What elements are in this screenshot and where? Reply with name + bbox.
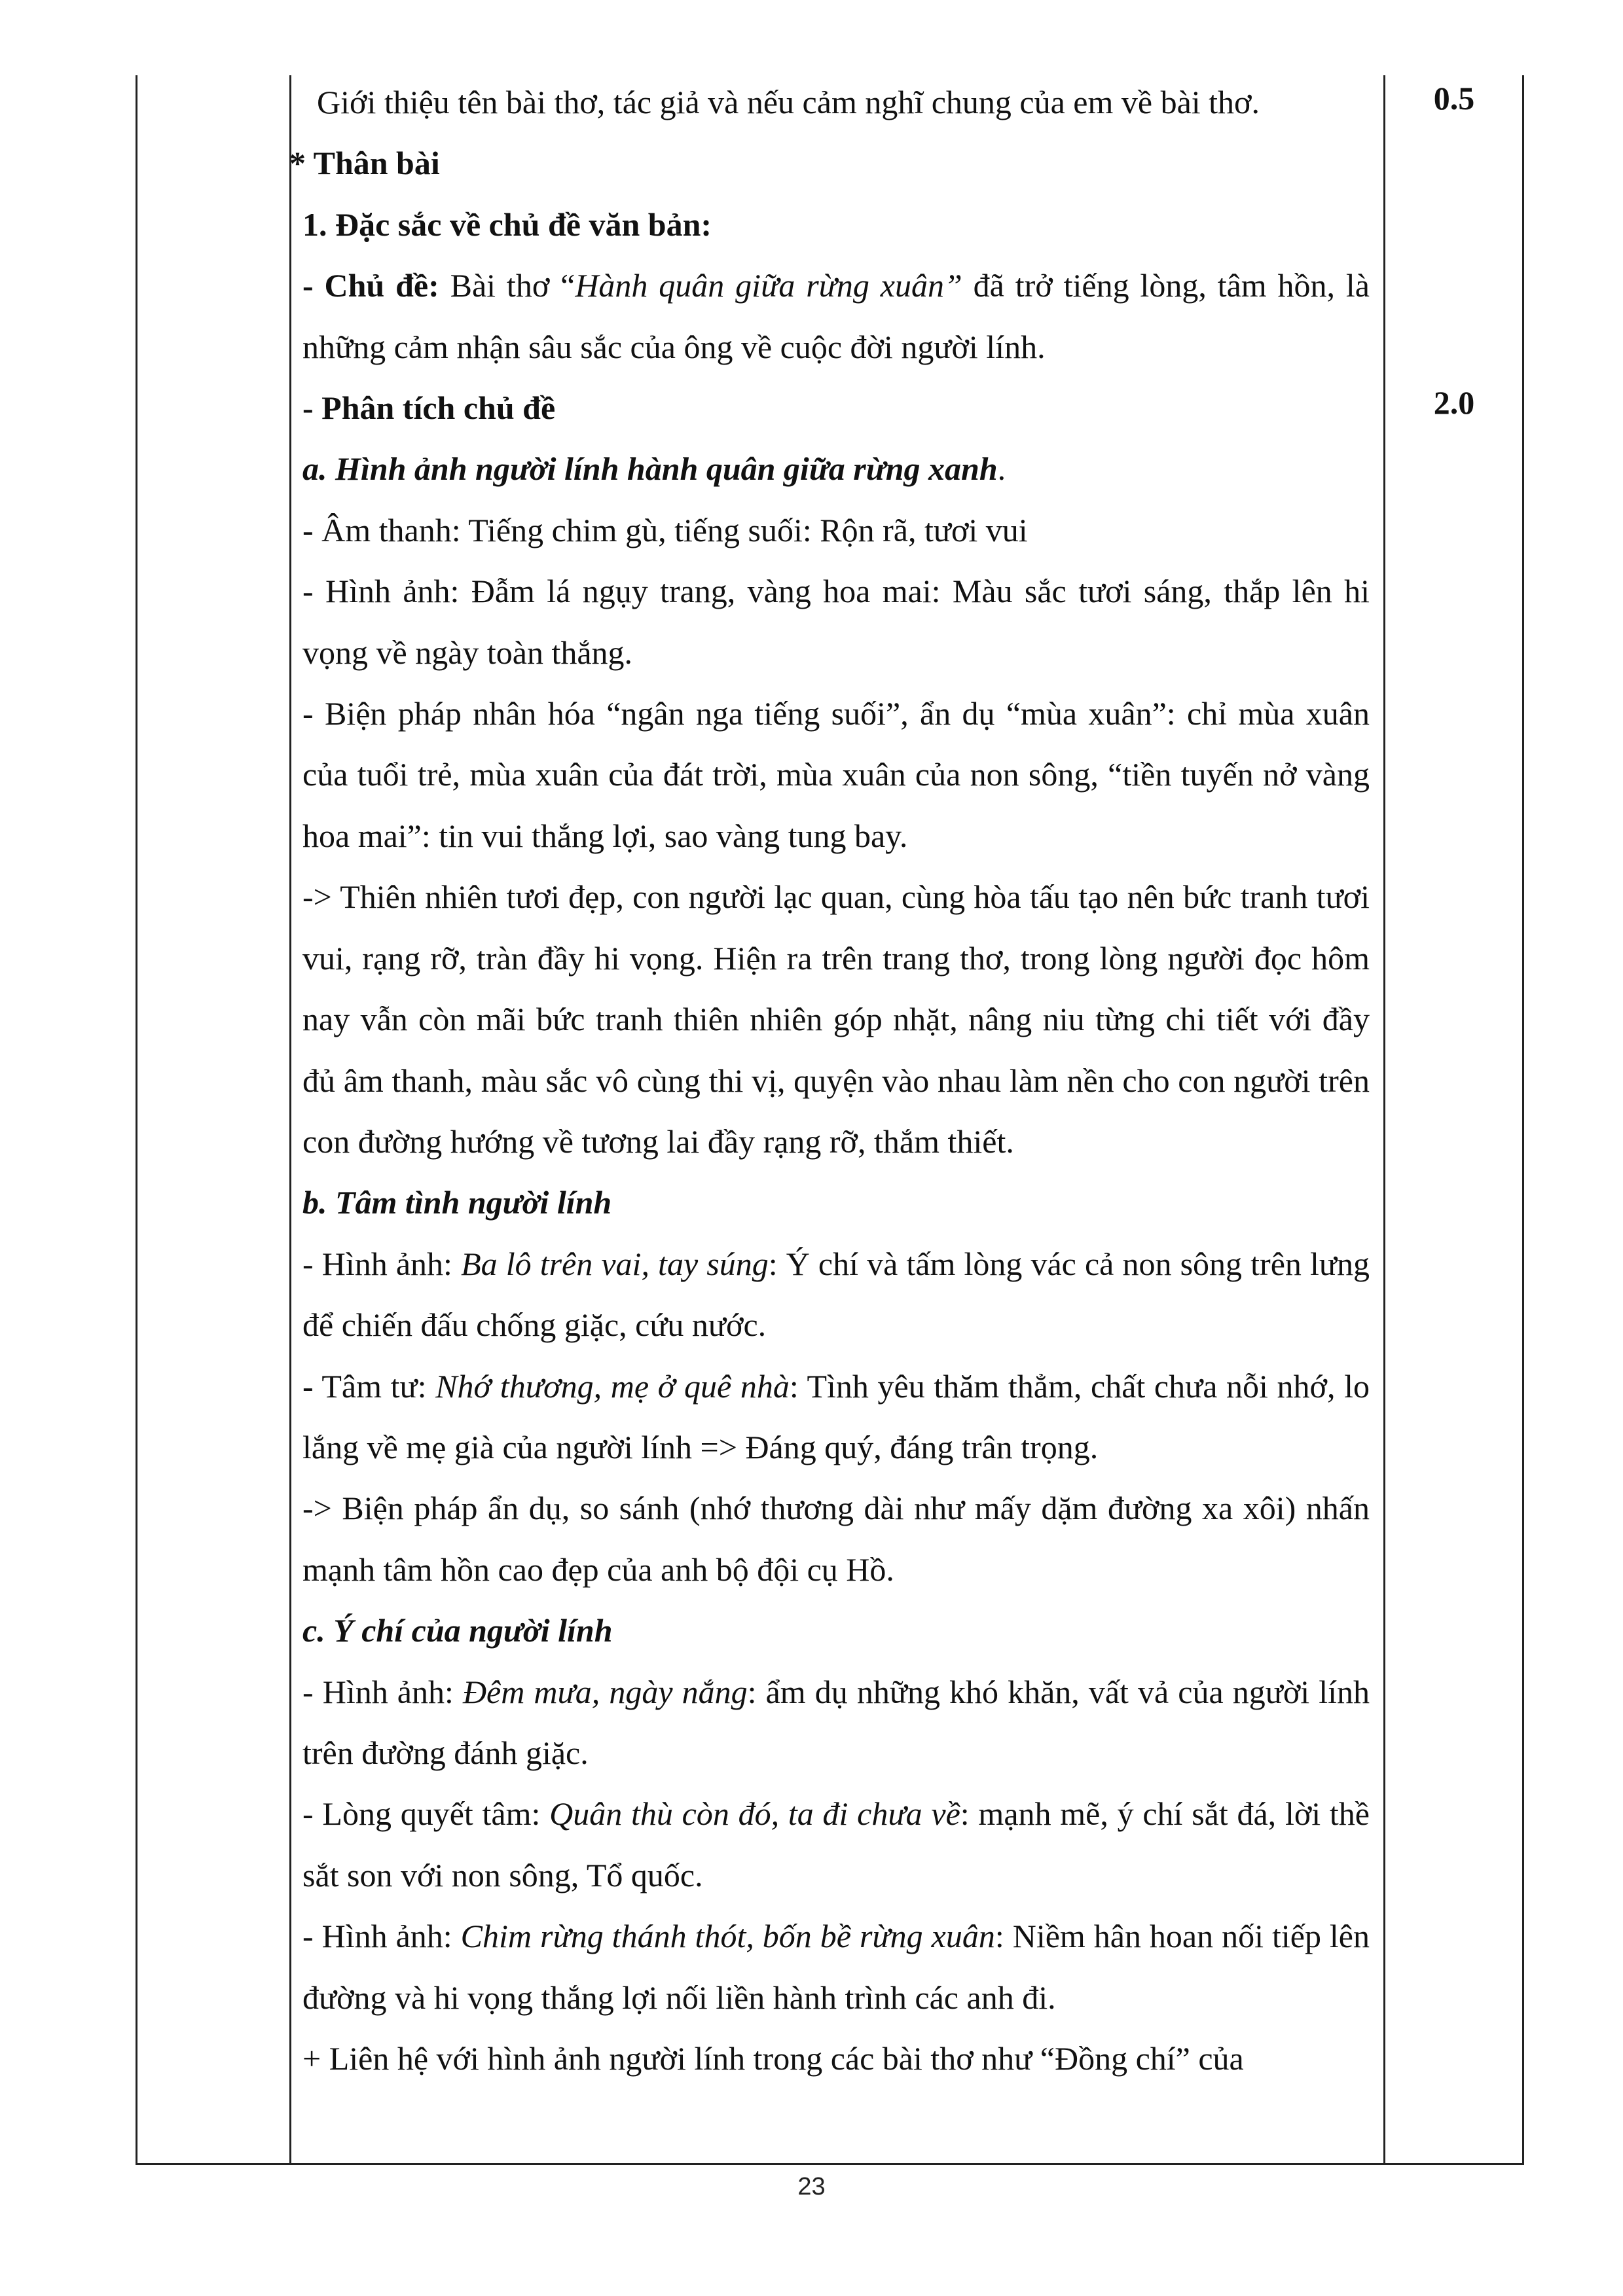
part-a-image: - Hình ảnh: Đẫm lá ngụy trang, vàng hoa mai: Màu sắc tươi sáng, thắp lên hi vọng về ngày toàn thắng. [302, 573, 1370, 671]
score-analysis: 2.0 [1433, 384, 1475, 421]
part-c-image2-text: : Niềm hân hoan nối tiếp lên đường và hi vọng thắng lợi nối liền hành trình các anh đi. [302, 1918, 1370, 2016]
part-c-image1 [302, 1662, 1370, 1784]
body-heading: * Thân bài [289, 145, 440, 182]
part-c-heading: c. Ý chí của người lính [302, 1612, 613, 1649]
part-b-image [302, 1234, 1370, 1356]
score-intro: 0.5 [1433, 80, 1475, 117]
part-c-resolve-text: : mạnh mẽ, ý chí sắt đá, lời thề sắt son với non sông, Tổ quốc. [302, 1795, 1370, 1893]
theme-paragraph [302, 255, 1370, 378]
section1-heading: 1. Đặc sắc về chủ đề văn bản: [302, 206, 712, 243]
part-c-image2-quote: Chim rừng thánh thót, bốn bề rừng xuân [460, 1918, 995, 1955]
part-b-mood-label: - Tâm tư: [302, 1367, 436, 1405]
part-b-mood [302, 1356, 1370, 1479]
poem-title: Hành quân giữa rừng xuân” [575, 267, 962, 304]
analysis-heading: - Phân tích chủ đề [302, 389, 556, 427]
table-column-left [136, 75, 291, 2165]
page-number: 23 [797, 2173, 826, 2200]
theme-text-after: đã trở tiếng lòng, tâm hồn, là những cảm nhận sâu sắc của ông về cuộc đời người lính. [302, 267, 1370, 365]
part-b-conclusion: -> Biện pháp ẩn dụ, so sánh (nhớ thương dài như mấy dặm đường xa xôi) nhấn mạnh tâm hồn cao đẹp của anh bộ đội cụ Hồ. [302, 1490, 1370, 1588]
part-c-image2-label: - Hình ảnh: [302, 1918, 461, 1955]
part-c-image1-quote: Đêm mưa, ngày nắng [462, 1673, 748, 1710]
theme-text-before: Bài thơ “ [439, 267, 575, 304]
part-b-mood-quote: Nhớ thương, mẹ ở quê nhà [435, 1367, 790, 1405]
intro-line: Giới thiệu tên bài thơ, tác giả và nếu cảm nghĩ chung của em về bài thơ. [317, 84, 1260, 120]
part-b-mood-text: : Tình yêu thăm thẳm, chất chưa nỗi nhớ, lo lắng về mẹ già của người lính => Đáng quý, đáng trân trọng. [302, 1367, 1370, 1465]
part-c-resolve [302, 1784, 1370, 1906]
part-a-sound: - Âm thanh: Tiếng chim gù, tiếng suối: Rộn rã, tươi vui [302, 511, 1028, 548]
part-b-image-text: : Ý chí và tấm lòng vác cả non sông trên lưng để chiến đấu chống giặc, cứu nước. [302, 1245, 1370, 1344]
part-c-link: + Liên hệ với hình ảnh người lính trong các bài thơ như “Đồng chí” của [302, 2040, 1244, 2077]
part-a-heading-text: a. Hình ảnh người lính hành quân giữa rừng xanh [302, 450, 998, 488]
part-a-heading [302, 439, 1370, 499]
theme-label: - Chủ đề: [302, 267, 439, 304]
part-b-image-quote: Ba lô trên vai, tay súng [461, 1245, 769, 1282]
part-b-image-label: - Hình ảnh: [302, 1245, 462, 1282]
part-b-heading: b. Tâm tình người lính [302, 1184, 612, 1221]
part-c-resolve-quote: Quân thù còn đó, ta đi chưa về [549, 1795, 960, 1833]
part-c-image2 [302, 1906, 1370, 2028]
part-a-device: - Biện pháp nhân hóa “ngân nga tiếng suối”, ẩn dụ “mùa xuân”: chỉ mùa xuân của tuổi trẻ, mùa xuân của đát trời, mùa xuân của non sông, “tiền tuyến nở vàng hoa mai”: tin vui thắng lợi, sao vàng tung bay. [302, 695, 1370, 854]
part-c-image1-text: : ẩm dụ những khó khăn, vất vả của người lính trên đường đánh giặc. [302, 1673, 1370, 1771]
part-c-resolve-label: - Lòng quyết tâm: [302, 1795, 550, 1833]
part-c-image1-label: - Hình ảnh: [302, 1673, 463, 1710]
answer-content [289, 72, 1370, 2089]
part-a-conclusion: -> Thiên nhiên tươi đẹp, con người lạc quan, cùng hòa tấu tạo nên bức tranh tươi vui, rạng rỡ, tràn đầy hi vọng. Hiện ra trên trang thơ, trong lòng người đọc hôm nay vẫn còn mãi bức tranh thiên nhiên góp nhặt, nâng niu từng chi tiết với đầy đủ âm thanh, màu sắc vô cùng thi vị, quyện vào nhau làm nền cho con người trên con đường hướng về tương lai đầy rạng rỡ, thắm thiết. [302, 878, 1370, 1160]
part-a-heading-end: . [997, 450, 1006, 488]
